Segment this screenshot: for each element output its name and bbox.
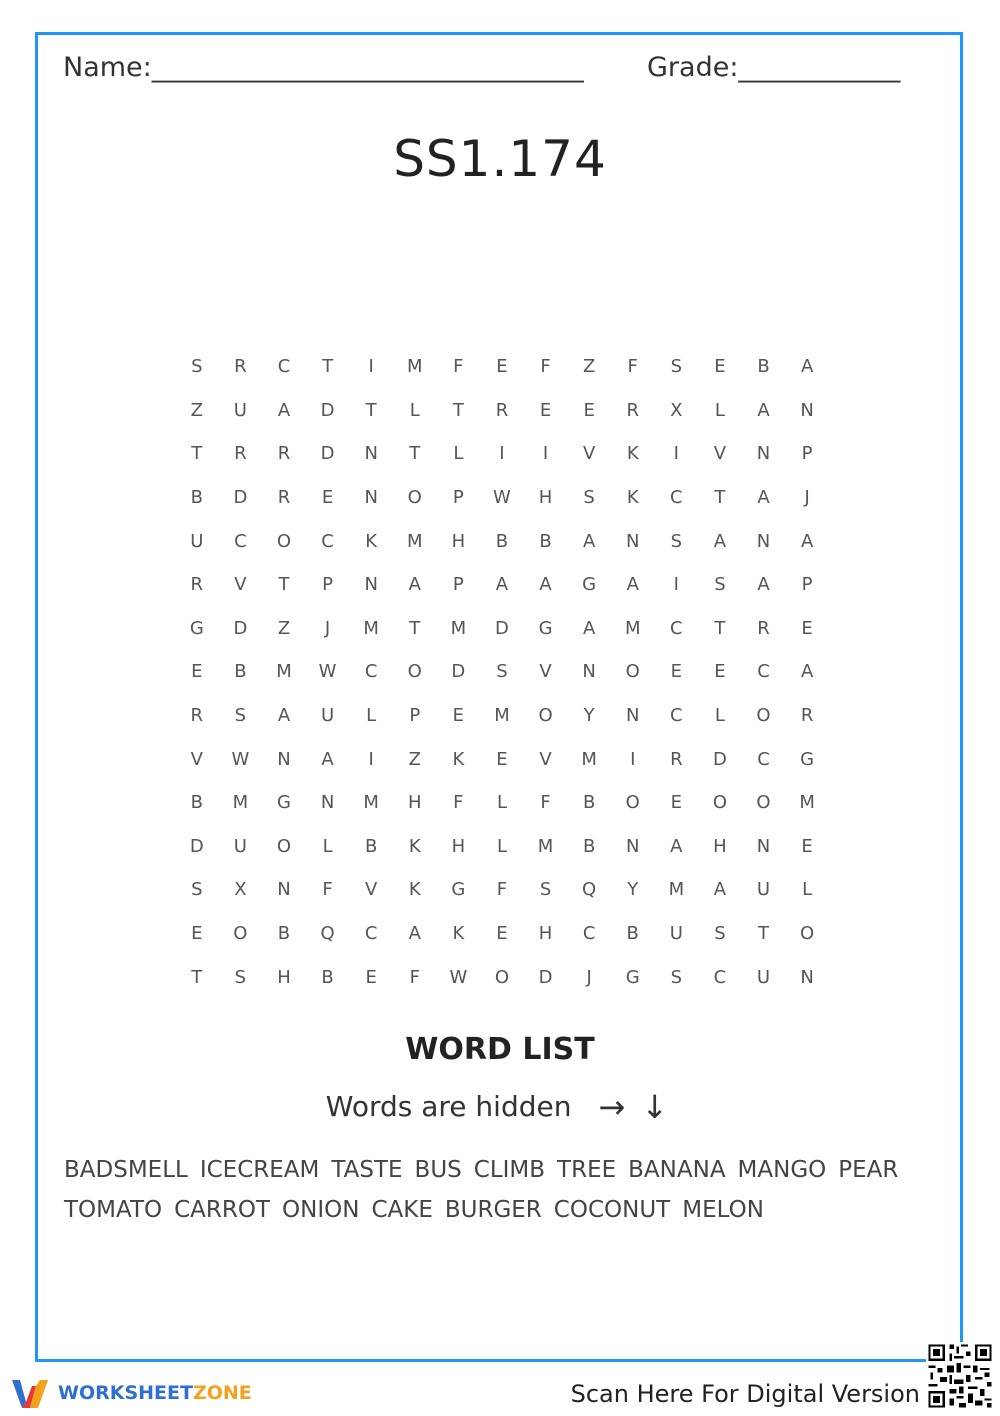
grid-cell: V	[539, 748, 552, 770]
grid-cell: P	[409, 705, 421, 727]
grid-cell: G	[189, 617, 204, 639]
grid-cell: H	[538, 923, 553, 945]
grid-cell: E	[321, 487, 334, 509]
grid-cell: M	[276, 661, 292, 683]
grid-cell: D	[320, 443, 335, 465]
grid-cell: B	[539, 530, 552, 552]
word-search-grid	[175, 345, 829, 999]
grid-cell: R	[190, 705, 204, 727]
grid-cell: T	[191, 443, 203, 465]
grid-cell: H	[451, 835, 466, 857]
grid-cell: E	[801, 835, 813, 857]
grid-cell: W	[318, 661, 337, 683]
grid-cell: A	[582, 530, 596, 552]
grid-cell: D	[233, 487, 248, 509]
word-list-title: WORD LIST	[405, 1032, 595, 1067]
grid-cell: V	[190, 748, 203, 770]
grid-cell: Y	[627, 879, 639, 901]
grid-cell: C	[670, 705, 683, 727]
grid-cell: C	[670, 617, 683, 639]
grid-cell: E	[496, 356, 508, 378]
grid-cell: M	[363, 792, 379, 814]
grid-cell: I	[542, 443, 549, 465]
grid-cell: N	[626, 705, 640, 727]
grid-cell: M	[232, 792, 249, 814]
grid-cell: K	[626, 443, 639, 465]
grid-cell: R	[670, 748, 683, 770]
grid-cell: T	[409, 443, 421, 465]
grid-cell: E	[496, 923, 508, 945]
grid-cell: R	[757, 617, 770, 639]
grid-cell: B	[234, 661, 247, 683]
grid-cell: K	[408, 835, 421, 857]
grid-cell: H	[277, 966, 291, 988]
grid-cell: C	[670, 487, 683, 509]
grid-cell: Z	[190, 399, 203, 421]
grid-cell: L	[366, 705, 377, 727]
grid-cell: E	[801, 617, 813, 639]
grid-row	[175, 607, 829, 651]
logo-text-worksheet: WORKSHEET	[58, 1382, 193, 1404]
grid-cell: O	[233, 923, 248, 945]
grid-cell: O	[756, 705, 771, 727]
grid-row	[175, 912, 829, 956]
grid-cell: B	[757, 356, 770, 378]
grid-cell: K	[408, 879, 421, 901]
grid-cell: N	[800, 966, 814, 988]
grid-cell: E	[365, 966, 377, 988]
grid-cell: W	[449, 966, 468, 988]
grid-cell: M	[494, 705, 510, 727]
grid-cell: A	[800, 530, 814, 552]
word-list-item: TOMATO	[64, 1197, 163, 1223]
grid-cell: G	[538, 617, 553, 639]
grid-cell: T	[365, 399, 377, 421]
grid-cell: T	[714, 617, 726, 639]
grid-cell: K	[365, 530, 378, 552]
grid-cell: C	[713, 966, 727, 988]
grid-cell: S	[583, 487, 595, 509]
grid-cell: A	[408, 923, 421, 945]
grid-cell: M	[537, 835, 554, 857]
grid-cell: Z	[277, 617, 291, 639]
grid-cell: A	[408, 574, 421, 596]
grid-cell: M	[581, 748, 597, 770]
grid-cell: G	[625, 966, 640, 988]
grid-cell: G	[277, 792, 291, 814]
grid-cell: W	[231, 748, 250, 770]
grid-cell: U	[190, 530, 204, 552]
grid-row	[175, 563, 829, 607]
direction-arrows	[598, 1088, 674, 1126]
grid-cell: R	[800, 705, 814, 727]
grid-cell: N	[277, 879, 291, 901]
grid-cell: B	[321, 966, 334, 988]
grid-cell: A	[800, 661, 814, 683]
grid-cell: T	[191, 966, 203, 988]
grid-cell: P	[801, 574, 813, 596]
grid-cell: L	[714, 399, 725, 421]
grid-row	[175, 345, 829, 389]
grid-cell: N	[277, 748, 291, 770]
grid-cell: T	[714, 487, 726, 509]
grid-cell: E	[714, 661, 726, 683]
worksheetzone-logo	[10, 1376, 252, 1410]
grid-cell: H	[451, 530, 466, 552]
grid-cell: R	[495, 399, 509, 421]
grid-cell: R	[234, 443, 247, 465]
grid-cell: I	[499, 443, 505, 465]
grid-cell: K	[626, 487, 639, 509]
grid-cell: R	[277, 487, 291, 509]
grid-cell: O	[276, 835, 292, 857]
grid-cell: O	[625, 792, 640, 814]
grid-row	[175, 955, 829, 999]
grid-cell: O	[712, 792, 727, 814]
word-list-item: BURGER	[444, 1197, 542, 1223]
word-list-item: BUS	[414, 1157, 462, 1183]
grid-cell: S	[714, 923, 726, 945]
grid-cell: P	[801, 443, 813, 465]
grid-cell: K	[452, 748, 465, 770]
grid-cell: N	[756, 443, 771, 465]
grid-cell: M	[668, 879, 685, 901]
word-list-item: BADSMELL	[64, 1157, 188, 1183]
grid-cell: A	[277, 399, 291, 421]
grid-cell: O	[494, 966, 510, 988]
grid-cell: A	[495, 574, 509, 596]
grid-cell: N	[756, 835, 771, 857]
word-list-item: CARROT	[174, 1197, 271, 1223]
grid-cell: U	[233, 835, 247, 857]
grid-row	[175, 389, 829, 433]
grid-row	[175, 781, 829, 825]
grid-cell: H	[538, 487, 553, 509]
grid-cell: H	[713, 835, 727, 857]
grid-cell: T	[758, 923, 770, 945]
grid-cell: C	[364, 923, 378, 945]
grid-cell: S	[234, 966, 247, 988]
grid-cell: F	[322, 879, 333, 901]
grid-cell: F	[627, 356, 638, 378]
grid-cell: N	[364, 487, 378, 509]
grid-cell: F	[496, 879, 508, 901]
grid-cell: C	[364, 661, 378, 683]
grid-cell: I	[368, 748, 374, 770]
word-list-item: BANANA	[628, 1157, 726, 1183]
grid-cell: O	[276, 530, 292, 552]
grid-cell: D	[233, 617, 248, 639]
grid-cell: L	[496, 835, 507, 857]
grid-cell: Y	[583, 705, 595, 727]
grid-row	[175, 650, 829, 694]
grid-cell: D	[189, 835, 204, 857]
grid-cell: Q	[320, 923, 335, 945]
grid-row	[175, 868, 829, 912]
qr-code-icon[interactable]	[926, 1342, 994, 1410]
grid-cell: E	[452, 705, 465, 727]
grid-cell: O	[407, 661, 422, 683]
grid-cell: S	[496, 661, 508, 683]
grid-cell: S	[191, 879, 203, 901]
page-title: SS1.174	[393, 130, 607, 188]
hint-text: Words are hidden	[325, 1090, 572, 1123]
grid-cell: U	[756, 879, 771, 901]
grid-cell: O	[407, 487, 422, 509]
word-list-item: CLIMB	[473, 1157, 546, 1183]
grid-cell: U	[320, 705, 335, 727]
grid-cell: A	[626, 574, 639, 596]
grid-cell: V	[234, 574, 247, 596]
grid-cell: G	[451, 879, 466, 901]
grid-cell: I	[630, 748, 636, 770]
grid-cell: N	[756, 530, 771, 552]
grid-row	[175, 476, 829, 520]
grid-cell: E	[714, 356, 726, 378]
grid-cell: D	[538, 966, 553, 988]
grid-cell: G	[800, 748, 815, 770]
grid-cell: D	[495, 617, 509, 639]
grid-cell: B	[582, 835, 596, 857]
grid-cell: A	[713, 530, 727, 552]
grid-cell: A	[713, 879, 727, 901]
grid-cell: S	[539, 879, 552, 901]
grid-cell: S	[670, 530, 683, 552]
grid-cell: B	[364, 835, 378, 857]
grid-cell: E	[583, 399, 595, 421]
grid-cell: N	[800, 399, 814, 421]
grid-cell: Q	[582, 879, 597, 901]
grid-cell: V	[582, 443, 596, 465]
grid-cell: E	[539, 399, 552, 421]
grid-cell: C	[321, 530, 334, 552]
grid-row	[175, 519, 829, 563]
grid-cell: D	[712, 748, 727, 770]
word-list-item: CAKE	[371, 1197, 433, 1223]
grid-cell: Z	[582, 356, 596, 378]
grid-cell: L	[714, 705, 725, 727]
word-list-item: PEAR	[838, 1157, 899, 1183]
grid-cell: I	[673, 574, 679, 596]
grid-cell: V	[539, 661, 552, 683]
grid-cell: C	[277, 356, 291, 378]
grid-cell: B	[495, 530, 509, 552]
grid-cell: C	[757, 748, 770, 770]
grid-cell: M	[407, 530, 423, 552]
word-list-item: TREE	[557, 1157, 617, 1183]
grid-cell: Z	[408, 748, 421, 770]
logo-w-icon	[10, 1376, 50, 1410]
grid-cell: O	[800, 923, 815, 945]
word-list-item: ICECREAM	[199, 1157, 320, 1183]
grid-cell: A	[757, 399, 770, 421]
grid-cell: E	[670, 661, 683, 683]
grid-cell: B	[277, 923, 291, 945]
grid-cell: U	[233, 399, 247, 421]
grid-cell: F	[540, 356, 551, 378]
grid-cell: N	[582, 661, 596, 683]
grid-cell: M	[799, 792, 815, 814]
word-list-item: TASTE	[331, 1157, 403, 1183]
grid-cell: A	[800, 356, 814, 378]
grid-cell: S	[191, 356, 203, 378]
grid-cell: T	[409, 617, 421, 639]
arrow-right-icon: →	[598, 1088, 626, 1126]
grid-cell: H	[407, 792, 422, 814]
grid-cell: D	[320, 399, 335, 421]
grade-field[interactable]: Grade:____________	[647, 52, 901, 83]
grid-cell: S	[670, 356, 683, 378]
grid-cell: L	[322, 835, 333, 857]
word-list-item: MELON	[682, 1197, 764, 1223]
word-list-item: ONION	[282, 1197, 360, 1223]
grid-cell: E	[191, 923, 203, 945]
grid-cell: N	[364, 443, 378, 465]
grid-cell: M	[363, 617, 379, 639]
grid-cell: F	[453, 356, 464, 378]
grid-cell: I	[368, 356, 374, 378]
grid-cell: A	[582, 617, 596, 639]
grid-cell: T	[322, 356, 334, 378]
grid-cell: U	[669, 923, 683, 945]
grid-cell: E	[670, 792, 683, 814]
grid-cell: R	[277, 443, 291, 465]
grid-cell: W	[493, 487, 511, 509]
grid-cell: V	[713, 443, 727, 465]
grid-cell: B	[190, 487, 203, 509]
grid-cell: E	[496, 748, 508, 770]
grid-cell: N	[364, 574, 378, 596]
grid-cell: S	[714, 574, 726, 596]
name-field[interactable]: Name:________________________________	[63, 52, 584, 83]
grid-cell: P	[452, 574, 464, 596]
grid-cell: A	[321, 748, 334, 770]
grid-cell: B	[626, 923, 639, 945]
grid-cell: P	[452, 487, 464, 509]
grid-cell: C	[234, 530, 247, 552]
grid-cell: X	[234, 879, 247, 901]
grid-cell: F	[453, 792, 464, 814]
grid-cell: F	[540, 792, 551, 814]
scan-instruction: Scan Here For Digital Version	[570, 1380, 920, 1408]
word-list-item: COCONUT	[553, 1197, 671, 1223]
grid-cell: D	[451, 661, 466, 683]
grid-cell: N	[320, 792, 335, 814]
grid-cell: R	[234, 356, 247, 378]
grid-cell: T	[278, 574, 290, 596]
grid-cell: R	[626, 399, 639, 421]
arrow-down-icon: ↓	[641, 1088, 669, 1126]
grid-cell: S	[670, 966, 683, 988]
grid-cell: M	[450, 617, 467, 639]
grid-cell: R	[190, 574, 204, 596]
grid-cell: A	[757, 574, 770, 596]
grid-cell: O	[538, 705, 553, 727]
grid-cell: E	[191, 661, 203, 683]
grid-cell: A	[757, 487, 770, 509]
grid-cell: J	[586, 966, 592, 988]
grid-cell: S	[234, 705, 247, 727]
word-list	[64, 1150, 944, 1230]
grid-cell: L	[409, 399, 420, 421]
grid-cell: F	[409, 966, 420, 988]
grid-cell: I	[673, 443, 679, 465]
grid-cell: N	[626, 835, 640, 857]
grid-cell: M	[624, 617, 641, 639]
grid-cell: J	[324, 617, 331, 639]
grid-cell: C	[757, 661, 770, 683]
grid-cell: M	[407, 356, 423, 378]
grid-cell: L	[802, 879, 813, 901]
grid-cell: A	[670, 835, 683, 857]
grid-cell: X	[670, 399, 683, 421]
grid-row	[175, 825, 829, 869]
grid-cell: K	[452, 923, 465, 945]
logo-text-zone: ZONE	[192, 1382, 252, 1404]
grid-cell: J	[804, 487, 810, 509]
grid-cell: L	[496, 792, 507, 814]
grid-cell: P	[322, 574, 333, 596]
word-list-item: MANGO	[737, 1157, 827, 1183]
word-list-hint	[0, 1088, 1000, 1126]
grid-cell: A	[277, 705, 291, 727]
grid-cell: N	[626, 530, 640, 552]
grid-cell: B	[190, 792, 203, 814]
grid-cell: U	[756, 966, 771, 988]
grid-cell: C	[582, 923, 596, 945]
grid-cell: G	[582, 574, 597, 596]
grid-row	[175, 432, 829, 476]
grid-cell: O	[756, 792, 771, 814]
grid-cell: A	[539, 574, 552, 596]
grid-cell: L	[453, 443, 464, 465]
grid-row	[175, 737, 829, 781]
grid-cell: V	[365, 879, 378, 901]
grid-row	[175, 694, 829, 738]
grid-cell: O	[625, 661, 640, 683]
grid-cell: T	[452, 399, 464, 421]
grid-cell: B	[582, 792, 596, 814]
